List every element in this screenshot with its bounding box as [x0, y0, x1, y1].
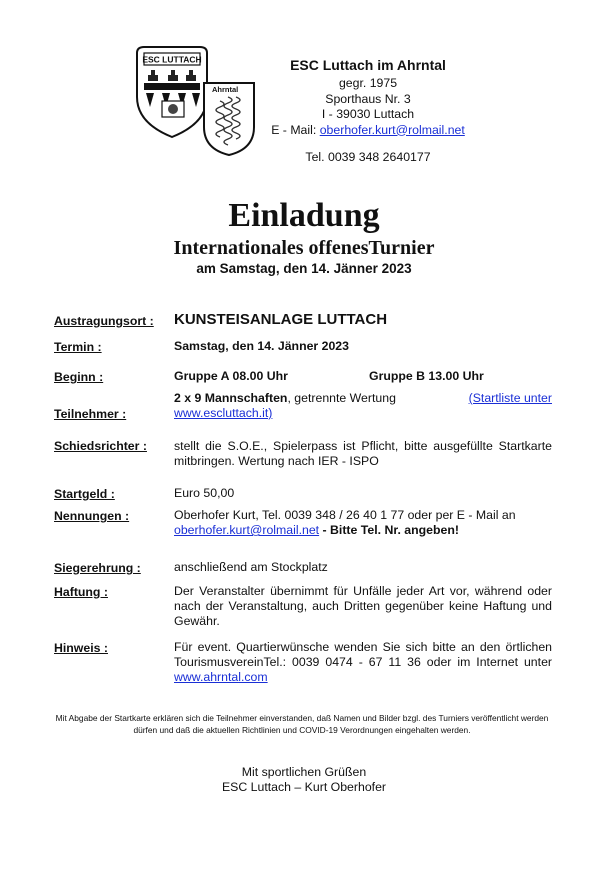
value-hinweis [174, 640, 552, 685]
disclaimer: Mit Abgabe der Startkarte erklären sich die Teilnehmer einverstanden, daß Namen und Bilder bzgl. des Turniers veröffentlicht werden dürfen und daß die aktuellen Richtlinien und COVID-19 Verordnungen eingehalten werden. [55, 713, 549, 735]
club-address-2: I - 39030 Luttach [321, 107, 415, 121]
teilnehmer-startliste[interactable]: (Startliste unter [468, 391, 552, 405]
closing-greeting: Mit sportlichen Grüßen [241, 765, 367, 779]
club-name: ESC Luttach im Ahrntal [290, 57, 446, 73]
value-termin: Samstag, den 14. Jänner 2023 [174, 339, 349, 353]
hinweis-text: Für event. Quartierwünsche wenden Sie sich bitte an den örtlichen TourismusvereinTel.: 0039 0474 - 67 11 36 oder im Internet unter [174, 640, 552, 669]
value-startgeld: Euro 50,00 [174, 486, 235, 500]
label-nennungen: Nennungen : [54, 509, 130, 523]
page-subtitle: Internationales offenesTurnier [173, 237, 435, 259]
label-siegerehrung: Siegerehrung : [54, 561, 141, 575]
beginn-group-a: Gruppe A 08.00 Uhr [174, 369, 288, 383]
label-haftung: Haftung : [54, 585, 108, 599]
value-teilnehmer [174, 391, 552, 421]
label-termin: Termin : [54, 340, 102, 354]
logo-side-text: Ahrntal [212, 85, 239, 94]
value-nennungen [174, 508, 552, 538]
teilnehmer-link[interactable]: www.escluttach.it) [174, 406, 273, 420]
value-beginn [174, 369, 552, 384]
club-address-1: Sporthaus Nr. 3 [325, 91, 411, 106]
label-hinweis: Hinweis : [54, 641, 108, 655]
page-title: Einladung [228, 197, 380, 234]
label-schiedsrichter: Schiedsrichter : [54, 439, 147, 453]
event-date-line: am Samstag, den 14. Jänner 2023 [196, 261, 412, 276]
beginn-group-b: Gruppe B 13.00 Uhr [369, 369, 484, 383]
logo-top-text: ESC LUTTACH [142, 54, 202, 65]
club-phone: Tel. 0039 348 2640177 [305, 150, 431, 164]
value-siegerehrung: anschließend am Stockplatz [174, 560, 328, 574]
title-block [0, 196, 602, 278]
value-schiedsrichter: stellt die S.O.E., Spielerpass ist Pflicht, bitte ausgefüllte Startkarte mitbringen. Wertung nach IER - ISPO [174, 439, 552, 468]
label-austragungsort: Austragungsort : [54, 314, 154, 328]
hinweis-link[interactable]: www.ahrntal.com [174, 670, 268, 684]
club-info [268, 57, 468, 138]
value-austragungsort: KUNSTEISANLAGE LUTTACH [174, 311, 388, 328]
closing [200, 765, 408, 795]
label-teilnehmer: Teilnehmer : [54, 407, 127, 421]
nennungen-email-link[interactable]: oberhofer.kurt@rolmail.net [174, 523, 320, 537]
club-logo [132, 45, 260, 157]
value-haftung: Der Veranstalter übernimmt für Unfälle jeder Art vor, während oder nach der Veranstaltung, auch Dritten gegenüber keine Haftung und Gewähr. [174, 584, 552, 628]
club-email-line [268, 123, 468, 139]
nennungen-note: - Bitte Tel. Nr. angeben! [319, 523, 459, 537]
label-startgeld: Startgeld : [54, 487, 115, 501]
label-beginn: Beginn : [54, 370, 104, 384]
teilnehmer-teams: 2 x 9 Mannschaften [174, 391, 288, 405]
email-prefix: E - Mail: [271, 122, 320, 137]
club-founded: gegr. 1975 [338, 76, 398, 90]
teilnehmer-text: , getrennte Wertung [287, 391, 396, 405]
closing-signature: ESC Luttach – Kurt Oberhofer [221, 780, 387, 794]
nennungen-text: Oberhofer Kurt, Tel. 0039 348 / 26 40 1 77 oder per E - Mail an [174, 508, 516, 522]
club-email-link[interactable]: oberhofer.kurt@rolmail.net [319, 122, 465, 137]
